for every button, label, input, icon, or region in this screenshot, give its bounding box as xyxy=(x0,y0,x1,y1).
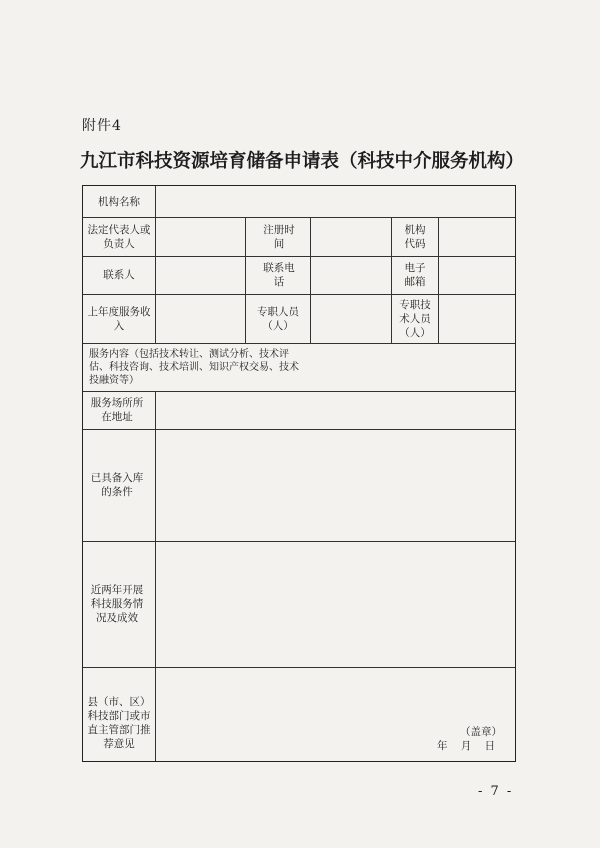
application-form-table xyxy=(82,185,516,762)
form-title: 九江市科技资源培育储备申请表（科技中介服务机构） xyxy=(80,151,525,172)
page-number: - 7 - xyxy=(478,784,514,799)
service-content-label: 服务内容（包括技术转让、测试分析、技术评估、科技咨询、技术培训、知识产权交易、技术投融资等） xyxy=(89,348,299,386)
achievements-label: 近两年开展科技服务情况及成效 xyxy=(90,584,144,624)
phone-field[interactable] xyxy=(311,256,391,294)
tech-staff-field[interactable] xyxy=(439,294,515,343)
conditions-label: 已具备入库的条件 xyxy=(90,472,144,498)
org-code-field[interactable] xyxy=(439,217,515,256)
tech-staff-label: 专职技术人员（人） xyxy=(399,298,431,339)
revenue-label: 上年度服务收入 xyxy=(87,305,151,332)
date-text: 年 月 日 xyxy=(437,740,496,752)
contact-label: 联系人 xyxy=(103,269,135,281)
legal-rep-label: 法定代表人或负责人 xyxy=(87,223,151,250)
service-content-field[interactable] xyxy=(311,343,515,391)
contact-field[interactable] xyxy=(156,256,245,294)
seal-text: （盖章） xyxy=(460,726,502,738)
phone-label: 联系电话 xyxy=(263,262,295,288)
email-field[interactable] xyxy=(439,256,515,294)
org-code-label: 机构代码 xyxy=(404,223,426,250)
achievements-field[interactable] xyxy=(156,541,515,667)
staff-label: 专职人员（人） xyxy=(257,305,299,332)
revenue-field[interactable] xyxy=(156,294,245,343)
reg-time-field[interactable] xyxy=(311,217,391,256)
address-field[interactable] xyxy=(156,391,515,429)
legal-rep-field[interactable] xyxy=(156,217,245,256)
conditions-field[interactable] xyxy=(156,429,515,541)
org-name-label: 机构名称 xyxy=(98,195,140,208)
org-name-field[interactable] xyxy=(156,186,515,217)
email-label: 电子邮箱 xyxy=(404,262,426,288)
recommendation-label: 县（市、区）科技部门或市直主管部门推荐意见 xyxy=(87,696,151,750)
address-label: 服务场所所在地址 xyxy=(90,397,144,423)
reg-time-label: 注册时间 xyxy=(263,223,295,250)
attachment-label: 附件4 xyxy=(82,118,122,134)
staff-field[interactable] xyxy=(311,294,391,343)
